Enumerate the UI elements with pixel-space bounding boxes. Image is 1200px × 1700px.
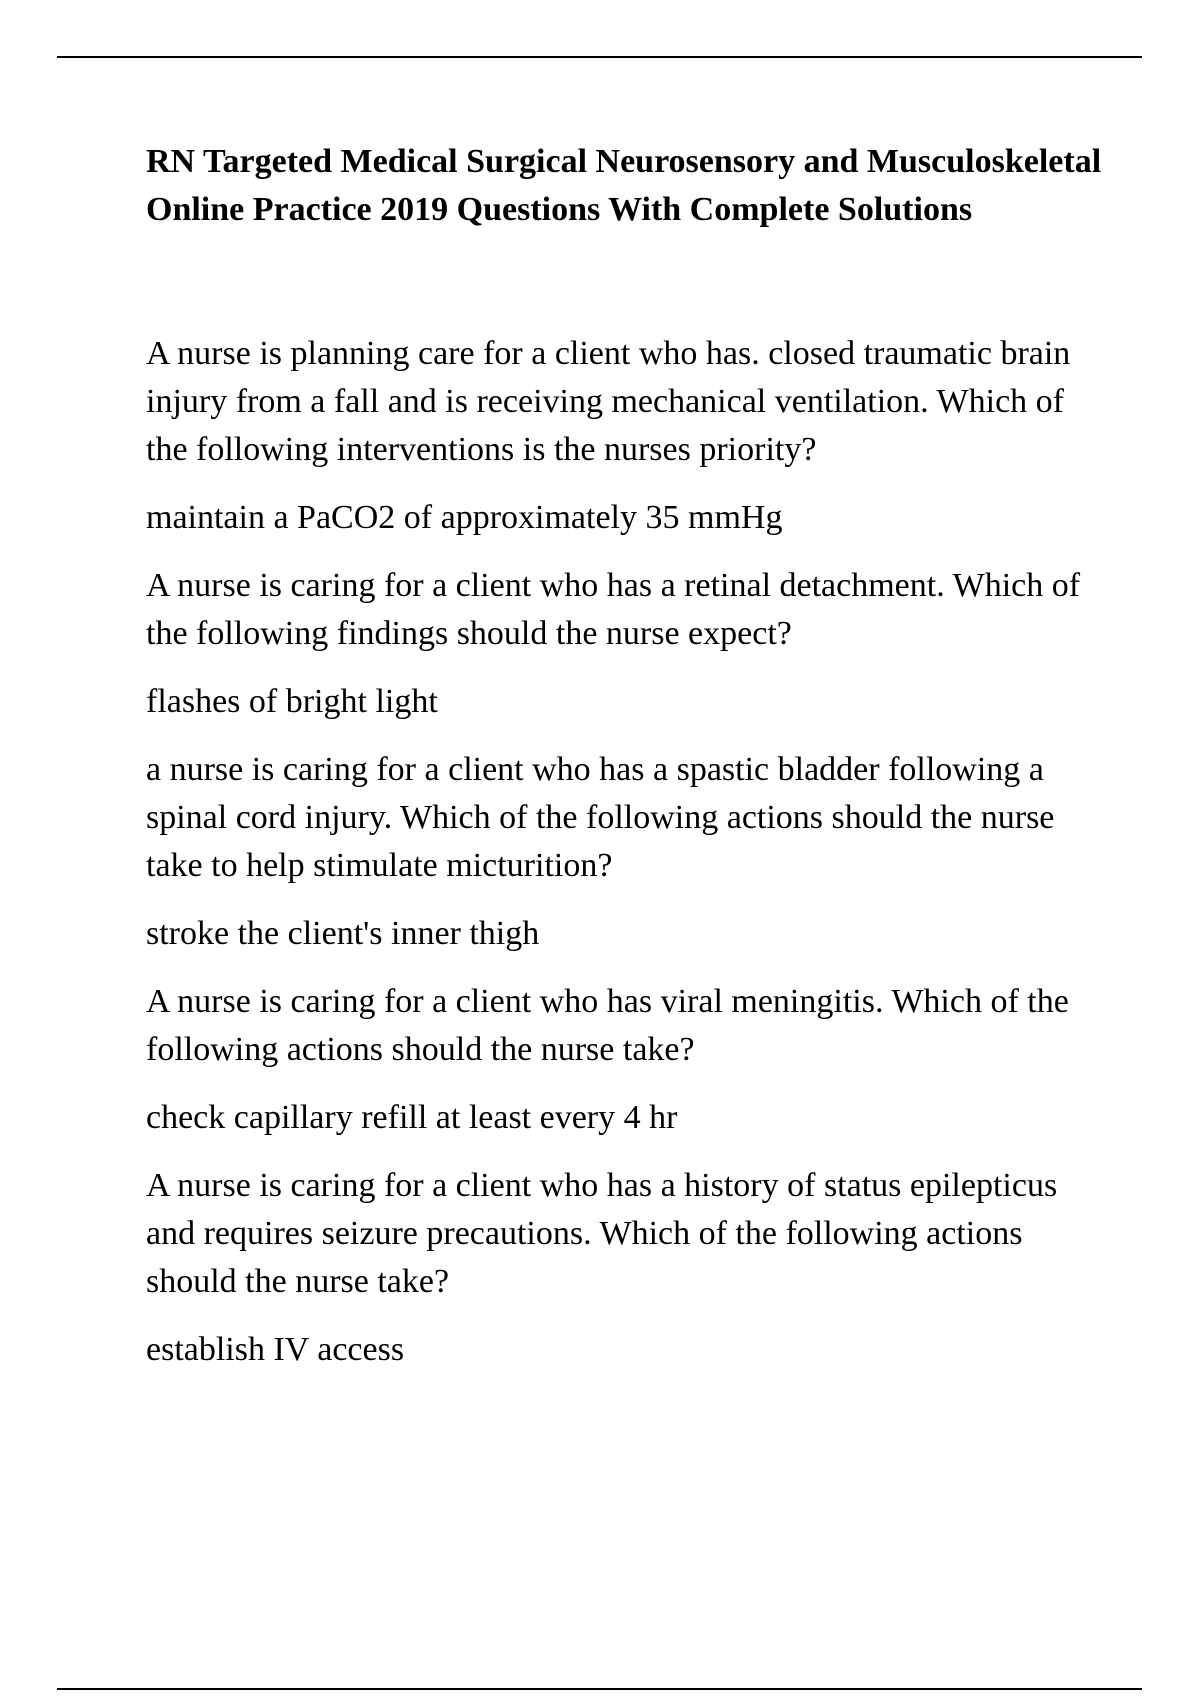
answer-text: establish IV access (146, 1331, 405, 1368)
qa-list (146, 330, 1106, 1374)
question-text: a nurse is caring for a client who has a spastic bladder following a spinal cord injury. Which of the following actions should the nurse take to help stimulate micturition? (146, 751, 1055, 884)
document-page (146, 138, 1106, 1394)
qa-item (146, 1162, 1106, 1374)
qa-item (146, 978, 1106, 1142)
qa-item (146, 562, 1106, 726)
question-text: A nurse is caring for a client who has a retinal detachment. Which of the following findings should the nurse expect? (146, 567, 1081, 652)
qa-item (146, 330, 1106, 542)
top-divider (57, 56, 1142, 58)
bottom-divider (57, 1688, 1142, 1690)
answer-text: maintain a PaCO2 of approximately 35 mmHg (146, 499, 783, 536)
answer-text: check capillary refill at least every 4 hr (146, 1099, 678, 1136)
question-text: A nurse is caring for a client who has viral meningitis. Which of the following actions should the nurse take? (146, 983, 1069, 1068)
answer-text: stroke the client's inner thigh (146, 915, 540, 952)
question-text: A nurse is planning care for a client who has. closed traumatic brain injury from a fall and is receiving mechanical ventilation. Which of the following interventions is the nurses priority? (146, 335, 1071, 468)
document-title: RN Targeted Medical Surgical Neurosensory and Musculoskeletal Online Practice 2019 Questions With Complete Solutions (146, 143, 1102, 228)
question-text: A nurse is caring for a client who has a history of status epilepticus and requires seizure precautions. Which of the following actions should the nurse take? (146, 1167, 1058, 1300)
qa-item (146, 746, 1106, 958)
answer-text: flashes of bright light (146, 683, 438, 720)
